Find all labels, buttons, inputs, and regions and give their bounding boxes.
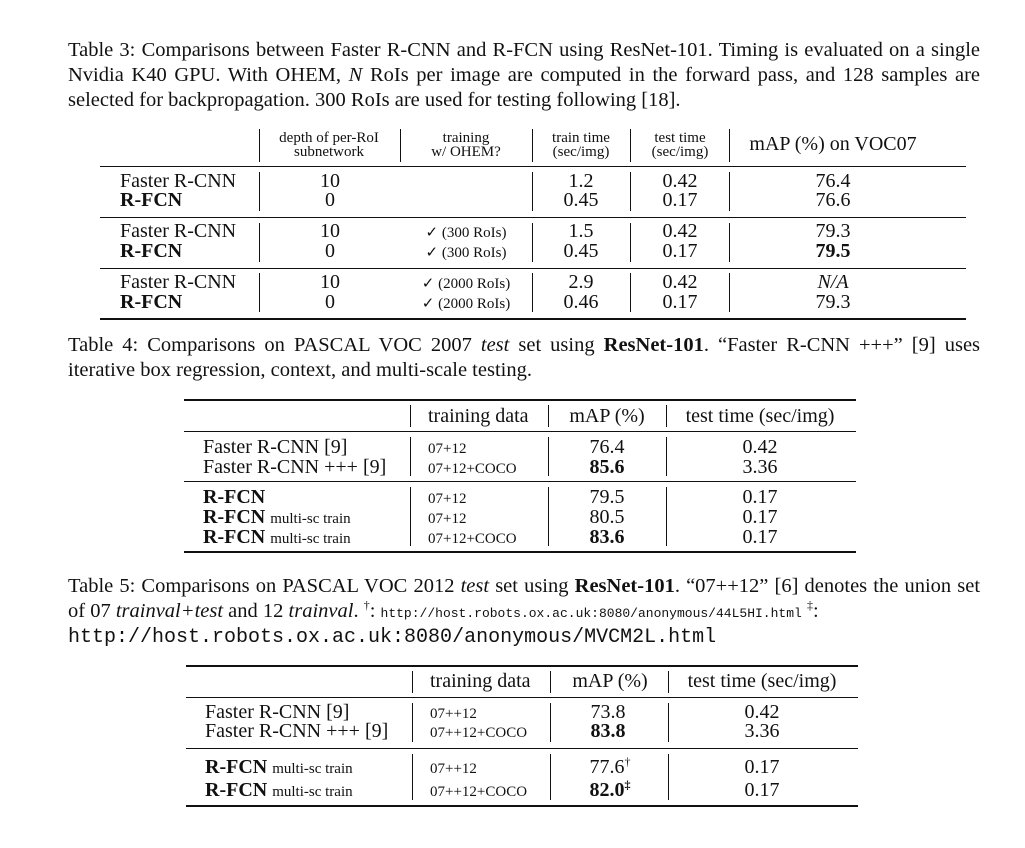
table4-header-rule <box>184 431 856 432</box>
table3-map: 79.3 <box>815 220 851 242</box>
table4-time: 0.17 <box>742 486 778 508</box>
table4-header-map: mAP (%) <box>569 405 645 427</box>
table4-time: 0.42 <box>742 436 778 458</box>
table5-data: 07++12+COCO <box>430 725 528 741</box>
table4-data: 07+12+COCO <box>428 461 517 477</box>
table3-bottom-rule <box>100 318 966 320</box>
table5-map: 83.8 <box>590 720 626 742</box>
table4-map: 83.6 <box>589 526 625 548</box>
table5-group-rule <box>186 748 858 749</box>
table3-test-time: 0.17 <box>662 189 698 211</box>
table4-time: 0.17 <box>742 506 778 528</box>
table5-time: 0.17 <box>744 756 780 778</box>
table4-group-rule <box>184 481 856 482</box>
table3-test-time: 0.42 <box>662 170 698 192</box>
table5-method: R-FCN multi-sc train <box>205 779 353 801</box>
table3-test-time: 0.17 <box>662 240 698 262</box>
table3-map: N/A <box>817 271 849 293</box>
table4-map: 80.5 <box>589 506 625 528</box>
table4-header-time: test time (sec/img) <box>685 405 835 427</box>
table5-header-data: training data <box>430 670 531 692</box>
table4-map: 85.6 <box>589 456 625 478</box>
table3-caption: Table 3: Comparisons between Faster R-CNN and R-FCN using ResNet-101. Timing is evaluated on a single Nvidia K40 GPU. With OHEM, N RoIs per image are computed in the forward pass, and 128 samples are selected for backpropagation. 300 RoIs are used for testing following [18]. <box>68 39 980 111</box>
table4-data: 07+12+COCO <box>428 531 517 547</box>
table3-train-time: 2.9 <box>568 271 594 293</box>
table3-ohem: ✓ (300 RoIs) <box>425 225 507 241</box>
table5-map: 77.6† <box>589 754 631 778</box>
table5-data: 07++12 <box>430 761 477 777</box>
table3-train-time: 1.2 <box>568 170 594 192</box>
table3-test-time: 0.42 <box>662 271 698 293</box>
table3-method: Faster R-CNN <box>120 271 237 293</box>
table3-test-time: 0.17 <box>662 291 698 313</box>
table5-data: 07++12+COCO <box>430 784 528 800</box>
table3-method: Faster R-CNN <box>120 220 237 242</box>
table4-method: R-FCN multi-sc train <box>203 506 351 528</box>
table3-map: 79.3 <box>815 291 851 313</box>
table3-test-time: 0.42 <box>662 220 698 242</box>
table5-map: 73.8 <box>590 701 626 723</box>
table4-map: 76.4 <box>589 436 625 458</box>
table3-header-map: mAP (%) on VOC07 <box>749 133 917 155</box>
table5-data: 07++12 <box>430 706 477 722</box>
table3-depth: 10 <box>320 220 340 242</box>
table3-method: R-FCN <box>120 240 183 262</box>
table3-ohem: ✓ (300 RoIs) <box>425 245 507 261</box>
table4-header-data: training data <box>428 405 529 427</box>
table3-map: 76.6 <box>815 189 851 211</box>
table4-data: 07+12 <box>428 511 467 527</box>
table3-header-ohem: training w/ OHEM? <box>431 130 501 160</box>
table3-group-rule <box>100 217 966 218</box>
table3-train-time: 1.5 <box>568 220 594 242</box>
table3-train-time: 0.45 <box>563 240 599 262</box>
table5-method: Faster R-CNN +++ [9] <box>205 720 389 742</box>
table3-method: Faster R-CNN <box>120 170 237 192</box>
table3-group-rule <box>100 268 966 269</box>
table5-bottom-rule <box>186 805 858 807</box>
table5-time: 0.42 <box>744 701 780 723</box>
table5-map: 82.0‡ <box>589 777 631 801</box>
table4-data: 07+12 <box>428 441 467 457</box>
url-link[interactable]: http://host.robots.ox.ac.uk:8080/anonymous/44L5HI.html <box>380 606 802 621</box>
table4-time: 3.36 <box>742 456 778 478</box>
table4-method: R-FCN multi-sc train <box>203 526 351 548</box>
table4-top-rule <box>184 399 856 401</box>
table4-bottom-rule <box>184 551 856 553</box>
table3-depth: 0 <box>325 189 335 211</box>
table4-time: 0.17 <box>742 526 778 548</box>
table4-method: R-FCN <box>203 486 266 508</box>
table5-header-time: test time (sec/img) <box>687 670 837 692</box>
table5-header-map: mAP (%) <box>572 670 648 692</box>
url-link[interactable]: http://host.robots.ox.ac.uk:8080/anonymous/MVCM2L.html <box>68 626 717 649</box>
table3-method: R-FCN <box>120 291 183 313</box>
table3-ohem: ✓ (2000 RoIs) <box>421 296 511 312</box>
table5-method: Faster R-CNN [9] <box>205 701 350 723</box>
table3-method: R-FCN <box>120 189 183 211</box>
table3-map: 76.4 <box>815 170 851 192</box>
table3-header-test-time: test time (sec/img) <box>651 130 709 160</box>
table3-ohem: ✓ (2000 RoIs) <box>421 276 511 292</box>
table4-data: 07+12 <box>428 491 467 507</box>
table3-train-time: 0.45 <box>563 189 599 211</box>
table3-train-time: 0.46 <box>563 291 599 313</box>
table3-depth: 0 <box>325 240 335 262</box>
table3-header-depth: depth of per-RoI subnetwork <box>279 130 379 160</box>
table3-depth: 0 <box>325 291 335 313</box>
table3-map: 79.5 <box>815 240 851 262</box>
table3-depth: 10 <box>320 271 340 293</box>
table5-method: R-FCN multi-sc train <box>205 756 353 778</box>
table3-header-rule <box>100 166 966 167</box>
table5-time: 0.17 <box>744 779 780 801</box>
table3-depth: 10 <box>320 170 340 192</box>
table5-time: 3.36 <box>744 720 780 742</box>
table5-top-rule <box>186 665 858 667</box>
table4-method: Faster R-CNN [9] <box>203 436 348 458</box>
table5-caption: Table 5: Comparisons on PASCAL VOC 2012 test set using ResNet-101. “07++12” [6] denotes the union set of 07 trainval+test and 12 trainval. †: http://host.robots.ox.ac.uk:8080/anonymous/44L5HI.html ‡: <box>68 575 981 622</box>
table4-map: 79.5 <box>589 486 625 508</box>
table4-method: Faster R-CNN +++ [9] <box>203 456 387 478</box>
table4-caption: Table 4: Comparisons on PASCAL VOC 2007 test set using ResNet-101. “Faster R-CNN +++” [9] uses iterative box regression, context, and multi-scale testing. <box>68 334 981 381</box>
table3-header-train-time: train time (sec/img) <box>552 130 610 160</box>
table5-header-rule <box>186 697 858 698</box>
